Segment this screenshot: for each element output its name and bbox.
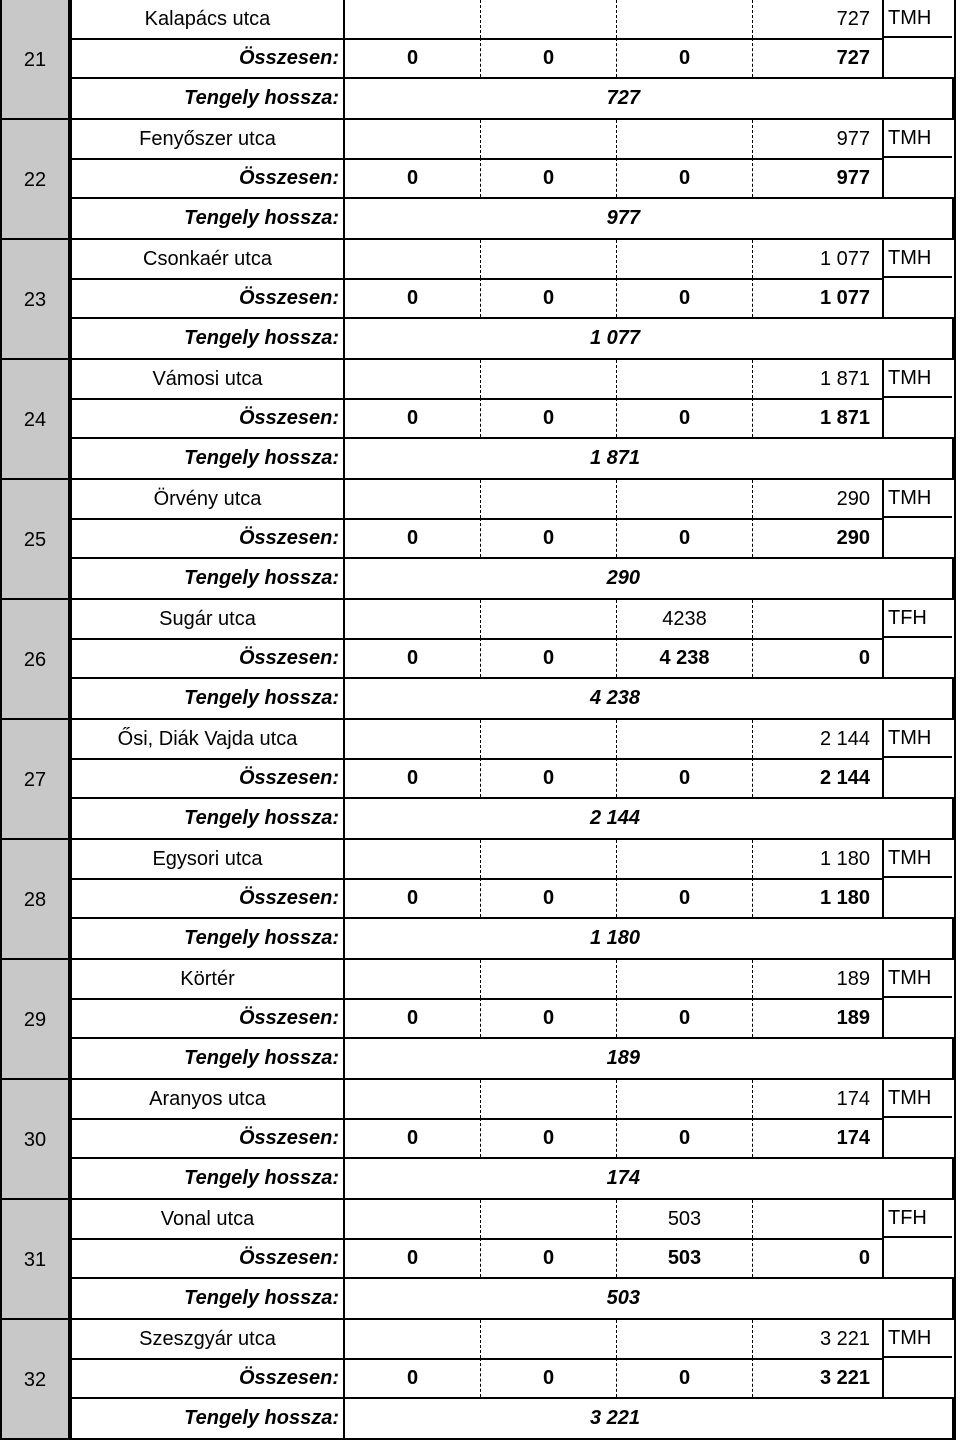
value-cell: 189 [753, 960, 884, 998]
sum-label: Összesen: [72, 278, 345, 317]
value-cell [481, 1200, 617, 1238]
sum-cell: 0 [345, 1238, 481, 1277]
sum-cell: 0 [481, 1238, 617, 1277]
value-cell [481, 960, 617, 998]
axis-length-label: Tengely hossza: [72, 1157, 345, 1198]
row-number: 27 [2, 720, 72, 838]
street-record [2, 240, 954, 360]
axis-length-value: 290 [606, 567, 640, 589]
street-record [2, 0, 954, 120]
row-number: 32 [2, 1320, 72, 1438]
sum-cell: 0 [617, 398, 753, 437]
axis-length-label: Tengely hossza: [72, 437, 345, 478]
road-type: TMH [884, 1320, 952, 1358]
value-cell: 4238 [617, 600, 753, 638]
axis-length-cell [345, 1037, 952, 1078]
street-name: Kalapács utca [72, 0, 345, 38]
value-cell [481, 1080, 617, 1118]
sum-cell: 0 [345, 158, 481, 197]
sum-cell: 0 [481, 878, 617, 917]
row-number: 26 [2, 600, 72, 718]
value-cell [617, 240, 753, 278]
value-cell [345, 0, 481, 38]
street-name: Ősi, Diák Vajda utca [72, 720, 345, 758]
value-cell [617, 120, 753, 158]
road-type: TMH [884, 360, 952, 398]
axis-length-label: Tengely hossza: [72, 797, 345, 838]
axis-length-label: Tengely hossza: [72, 1277, 345, 1318]
value-cell [345, 360, 481, 398]
sum-cell: 727 [753, 38, 884, 77]
value-cell [345, 1200, 481, 1238]
sum-label: Összesen: [72, 638, 345, 677]
value-cell [617, 360, 753, 398]
value-cell [481, 120, 617, 158]
sum-cell: 4 238 [617, 638, 753, 677]
axis-length-value: 1 871 [589, 447, 640, 469]
sum-cell: 0 [617, 38, 753, 77]
row-number: 22 [2, 120, 72, 238]
street-name: Csonkaér utca [72, 240, 345, 278]
street-record [2, 600, 954, 720]
value-cell [345, 840, 481, 878]
axis-length-label: Tengely hossza: [72, 317, 345, 358]
sum-cell: 174 [753, 1118, 884, 1157]
axis-length-label: Tengely hossza: [72, 917, 345, 958]
sum-cell: 0 [481, 158, 617, 197]
sum-label: Összesen: [72, 878, 345, 917]
value-cell [481, 480, 617, 518]
sum-cell: 0 [481, 998, 617, 1037]
sum-cell: 0 [617, 878, 753, 917]
sum-cell: 2 144 [753, 758, 884, 797]
sum-cell: 0 [345, 878, 481, 917]
road-type: TMH [884, 720, 952, 758]
sum-cell: 1 077 [753, 278, 884, 317]
row-number: 29 [2, 960, 72, 1078]
row-number: 28 [2, 840, 72, 958]
value-cell [345, 1080, 481, 1118]
sum-label: Összesen: [72, 1358, 345, 1397]
sum-cell: 290 [753, 518, 884, 557]
sum-cell: 0 [481, 518, 617, 557]
value-cell: 977 [753, 120, 884, 158]
value-cell [345, 720, 481, 758]
value-cell [617, 840, 753, 878]
street-record [2, 360, 954, 480]
axis-length-value: 189 [606, 1047, 640, 1069]
sum-cell: 0 [481, 278, 617, 317]
value-cell: 1 077 [753, 240, 884, 278]
axis-length-value: 2 144 [589, 807, 640, 829]
sum-cell: 0 [617, 1118, 753, 1157]
value-cell: 290 [753, 480, 884, 518]
sum-label: Összesen: [72, 1118, 345, 1157]
value-cell: 727 [753, 0, 884, 38]
sum-cell: 1 871 [753, 398, 884, 437]
sum-cell: 0 [617, 758, 753, 797]
sum-label: Összesen: [72, 1238, 345, 1277]
axis-length-cell [345, 437, 952, 478]
axis-length-cell [345, 917, 952, 958]
axis-length-cell [345, 197, 952, 238]
sum-cell: 1 180 [753, 878, 884, 917]
street-name: Aranyos utca [72, 1080, 345, 1118]
row-number: 31 [2, 1200, 72, 1318]
axis-length-label: Tengely hossza: [72, 1397, 345, 1438]
road-type: TFH [884, 1200, 952, 1238]
axis-length-value: 977 [606, 207, 640, 229]
axis-length-label: Tengely hossza: [72, 1037, 345, 1078]
sum-cell: 0 [753, 638, 884, 677]
value-cell [617, 0, 753, 38]
sum-label: Összesen: [72, 38, 345, 77]
value-cell [481, 360, 617, 398]
road-type: TMH [884, 1080, 952, 1118]
sum-cell: 0 [345, 1118, 481, 1157]
street-record [2, 1200, 954, 1320]
value-cell [617, 1320, 753, 1358]
street-name: Egysori utca [72, 840, 345, 878]
sum-cell: 0 [345, 758, 481, 797]
axis-length-value: 4 238 [589, 687, 640, 709]
value-cell [481, 600, 617, 638]
value-cell [617, 720, 753, 758]
street-name: Fenyőszer utca [72, 120, 345, 158]
road-type: TMH [884, 480, 952, 518]
axis-length-cell [345, 77, 952, 118]
value-cell [753, 600, 884, 638]
street-record [2, 720, 954, 840]
street-name: Vámosi utca [72, 360, 345, 398]
value-cell [345, 480, 481, 518]
sum-cell: 0 [617, 278, 753, 317]
value-cell: 2 144 [753, 720, 884, 758]
sum-cell: 977 [753, 158, 884, 197]
street-name: Körtér [72, 960, 345, 998]
sum-label: Összesen: [72, 518, 345, 557]
row-number: 24 [2, 360, 72, 478]
axis-length-value: 3 221 [589, 1407, 640, 1429]
axis-length-cell [345, 677, 952, 718]
axis-length-label: Tengely hossza: [72, 677, 345, 718]
value-cell [345, 600, 481, 638]
street-record [2, 120, 954, 240]
sum-cell: 0 [481, 758, 617, 797]
street-record [2, 1320, 954, 1440]
road-type: TMH [884, 240, 952, 278]
sum-cell: 0 [617, 158, 753, 197]
row-number: 21 [2, 0, 72, 118]
sum-cell: 0 [345, 398, 481, 437]
sum-cell: 0 [481, 398, 617, 437]
sum-cell: 0 [617, 1358, 753, 1397]
value-cell [345, 240, 481, 278]
axis-length-label: Tengely hossza: [72, 77, 345, 118]
row-number: 23 [2, 240, 72, 358]
axis-length-value: 1 077 [589, 327, 640, 349]
sum-cell: 0 [345, 278, 481, 317]
axis-length-cell [345, 797, 952, 838]
sum-label: Összesen: [72, 398, 345, 437]
sum-cell: 0 [345, 638, 481, 677]
street-record [2, 960, 954, 1080]
sum-cell: 0 [481, 638, 617, 677]
street-name: Sugár utca [72, 600, 345, 638]
axis-length-cell [345, 317, 952, 358]
sum-label: Összesen: [72, 758, 345, 797]
street-name: Vonal utca [72, 1200, 345, 1238]
road-type: TMH [884, 0, 952, 38]
value-cell: 1 871 [753, 360, 884, 398]
value-cell: 3 221 [753, 1320, 884, 1358]
axis-length-cell [345, 1277, 952, 1318]
sum-cell: 189 [753, 998, 884, 1037]
value-cell: 503 [617, 1200, 753, 1238]
sum-cell: 0 [345, 518, 481, 557]
axis-length-value: 727 [606, 87, 640, 109]
sum-cell: 3 221 [753, 1358, 884, 1397]
value-cell [481, 1320, 617, 1358]
sum-cell: 0 [617, 518, 753, 557]
value-cell [753, 1200, 884, 1238]
axis-length-cell [345, 1397, 952, 1438]
sum-cell: 0 [345, 998, 481, 1037]
road-type: TMH [884, 960, 952, 998]
axis-length-label: Tengely hossza: [72, 197, 345, 238]
sum-label: Összesen: [72, 998, 345, 1037]
value-cell: 174 [753, 1080, 884, 1118]
value-cell [617, 960, 753, 998]
value-cell [345, 960, 481, 998]
value-cell [481, 240, 617, 278]
sum-cell: 0 [617, 998, 753, 1037]
value-cell [345, 120, 481, 158]
street-record [2, 480, 954, 600]
road-type: TMH [884, 840, 952, 878]
value-cell [345, 1320, 481, 1358]
sum-cell: 0 [345, 38, 481, 77]
sum-cell: 0 [481, 1118, 617, 1157]
sum-label: Összesen: [72, 158, 345, 197]
axis-length-cell [345, 557, 952, 598]
row-number: 30 [2, 1080, 72, 1198]
street-record [2, 840, 954, 960]
axis-length-value: 503 [606, 1287, 640, 1309]
street-name: Szeszgyár utca [72, 1320, 345, 1358]
street-name: Örvény utca [72, 480, 345, 518]
sum-cell: 0 [481, 38, 617, 77]
value-cell: 1 180 [753, 840, 884, 878]
value-cell [617, 1080, 753, 1118]
value-cell [481, 720, 617, 758]
value-cell [617, 480, 753, 518]
axis-length-cell [345, 1157, 952, 1198]
sum-cell: 0 [345, 1358, 481, 1397]
street-record [2, 1080, 954, 1200]
value-cell [481, 0, 617, 38]
value-cell [481, 840, 617, 878]
sum-cell: 0 [481, 1358, 617, 1397]
axis-length-label: Tengely hossza: [72, 557, 345, 598]
axis-length-value: 174 [606, 1167, 640, 1189]
sum-cell: 0 [753, 1238, 884, 1277]
road-type: TMH [884, 120, 952, 158]
row-number: 25 [2, 480, 72, 598]
axis-length-value: 1 180 [589, 927, 640, 949]
sum-cell: 503 [617, 1238, 753, 1277]
road-type: TFH [884, 600, 952, 638]
